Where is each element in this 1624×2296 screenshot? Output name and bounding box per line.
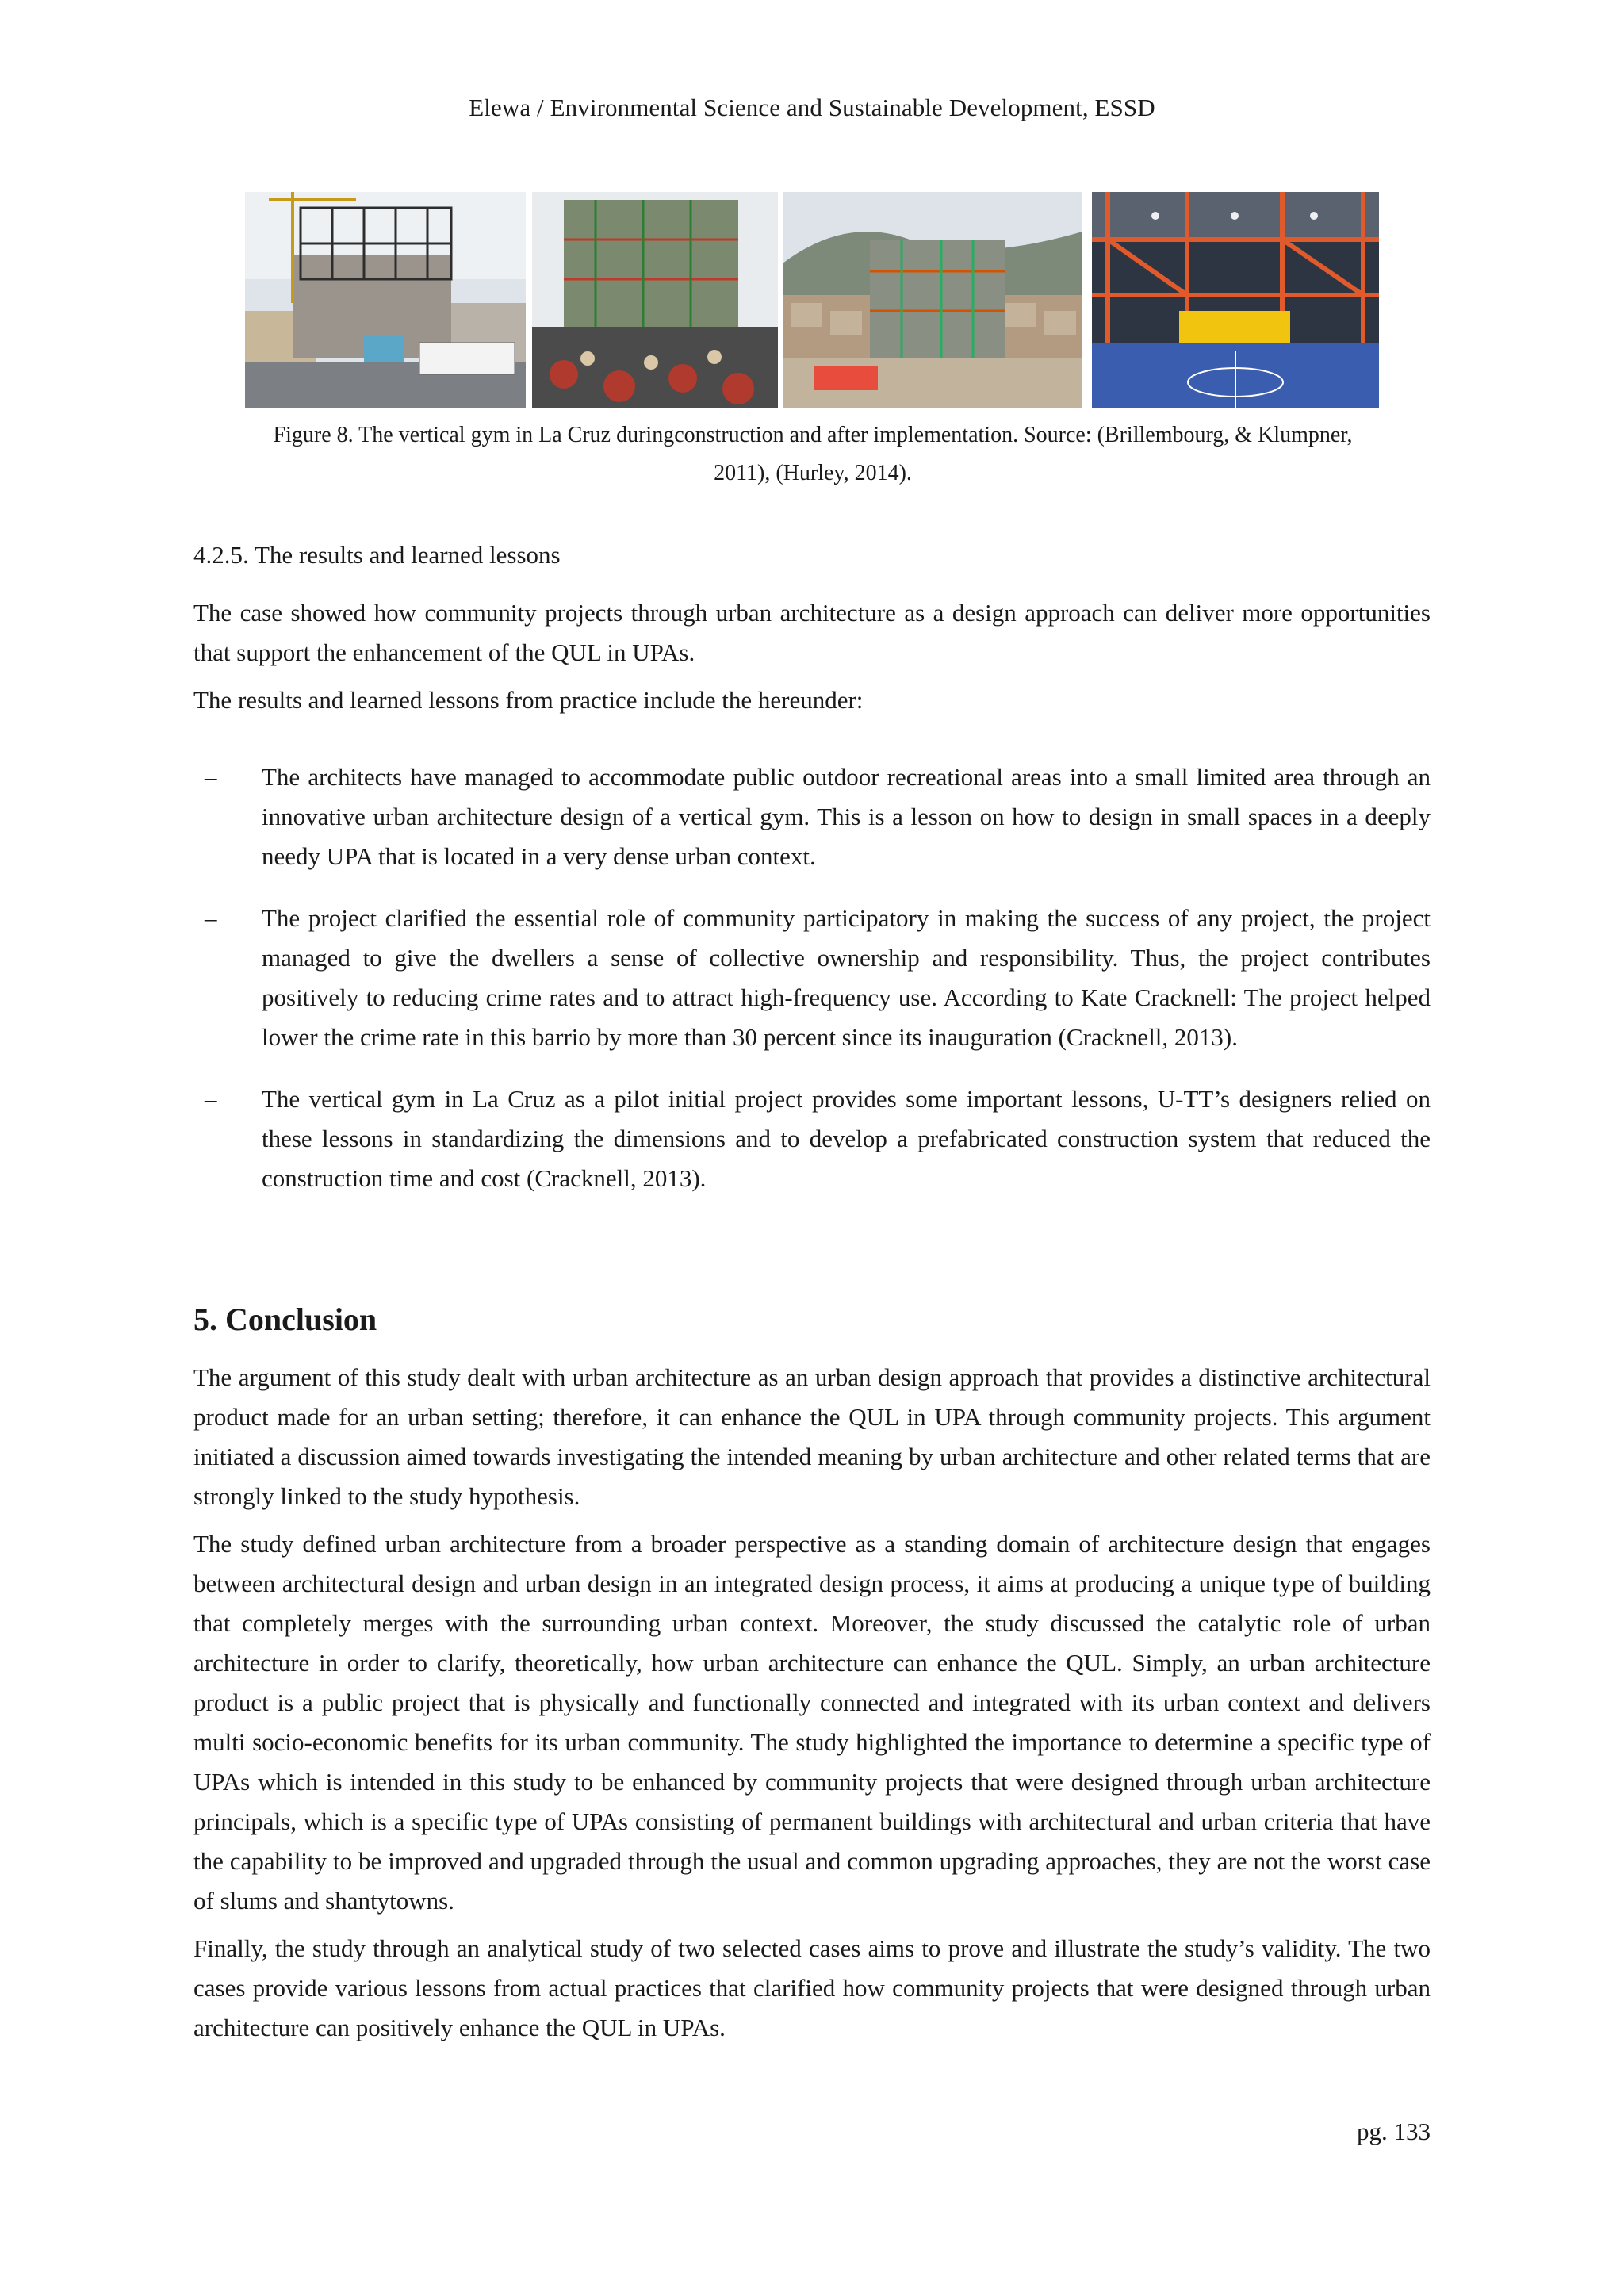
list-item-text: The vertical gym in La Cruz as a pilot initial project provides some important lessons, U-TT’s designers relied on these lessons in standardizing the dimensions and to develop a prefabricated construction system that reduced the construction time and cost (Cracknell, 2013).: [262, 1085, 1431, 1192]
page-number: pg. 133: [1357, 2118, 1431, 2145]
paragraph: The results and learned lessons from practice include the hereunder:: [193, 686, 864, 714]
paragraph: Finally, the study through an analytical study of two selected cases aims to prove and illustrate the study’s validity. The two cases provide various lessons from actual practices that clarified how community projects that were designed through urban architecture can positively enhance the QUL in UPAs.: [193, 1934, 1431, 2041]
construction-photo-icon: [245, 192, 526, 408]
bullet-dash: –: [205, 904, 217, 932]
list-item-text: The architects have managed to accommodate public outdoor recreational areas into a small limited area through an innovative urban architecture design of a vertical gym. This is a lesson on how to design in small spaces in a deeply needy UPA that is located in a very dense urban context.: [262, 763, 1431, 870]
bullet-dash: –: [205, 1085, 217, 1113]
barrio-view-photo-icon: [783, 192, 1082, 408]
paragraph: The case showed how community projects through urban architecture as a design approach can deliver more opportunities that support the enhancement of the QUL in UPAs.: [193, 599, 1431, 666]
subsection-title: 4.2.5. The results and learned lessons: [193, 541, 561, 569]
figure-caption: [206, 416, 1419, 493]
figure-caption-line: Figure 8. The vertical gym in La Cruz duringconstruction and after implementation. Source: (Brillembourg, & Klumpner,: [273, 423, 1353, 447]
subsection-lead: [193, 680, 1431, 720]
list-item-text: The project clarified the essential role of community participatory in making the success of any project, the project managed to give the dwellers a sense of collective ownership and responsibility. Thus, the project contributes positively to reducing crime rates and to attract high-frequency use. According to Kate Cracknell: The project helped lower the crime rate in this barrio by more than 30 percent since its inauguration (Cracknell, 2013).: [262, 904, 1431, 1051]
lessons-list: [205, 757, 1431, 1221]
figure-caption-line: 2011), (Hurley, 2014).: [714, 461, 912, 485]
bullet-dash: –: [205, 763, 217, 791]
crowd-event-photo-icon: [532, 192, 778, 408]
figure-8: [245, 192, 1379, 408]
section-title: 5. Conclusion: [193, 1301, 377, 1337]
paragraph: The study defined urban architecture from a broader perspective as a standing domain of architecture design that engages between architectural design and urban design in an integrated design process, it aims at producing a unique type of building that completely merges with the surrounding urban context. Moreover, the study discussed the catalytic role of urban architecture in order to clarify, theoretically, how urban architecture can enhance the QUL. Simply, an urban architecture product is a public project that is physically and functionally connected and integrated with its urban context and delivers multi socio-economic benefits for its urban community. The study highlighted the importance to determine a specific type of UPAs which is intended in this study to be enhanced by community projects that were designed through urban architecture principals, which is a specific type of UPAs consisting of permanent buildings with architectural and urban criteria that have the capability to be improved and upgraded through the usual and common upgrading approaches, they are not the worst case of slums and shantytowns.: [193, 1530, 1431, 1915]
list-item: [205, 899, 1431, 1057]
gym-interior-photo-icon: [1092, 192, 1379, 408]
subsection-intro: [193, 593, 1431, 673]
running-header: Elewa / Environmental Science and Sustainable Development, ESSD: [469, 94, 1155, 121]
paragraph: The argument of this study dealt with urban architecture as an urban design approach that provides a distinctive architectural product made for an urban setting; therefore, it can enhance the QUL in UPA through community projects. This argument initiated a discussion aimed towards investigating the intended meaning by urban architecture and other related terms that are strongly linked to the study hypothesis.: [193, 1363, 1431, 1510]
conclusion-body: [193, 1358, 1431, 2048]
list-item: [205, 1079, 1431, 1198]
list-item: [205, 757, 1431, 876]
